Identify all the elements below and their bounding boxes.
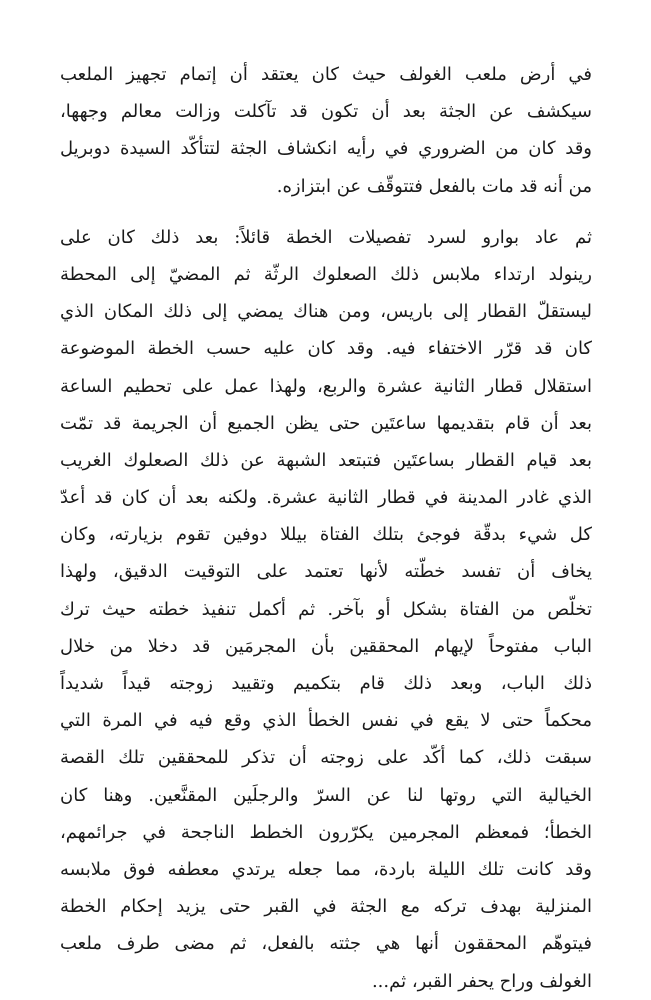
text-line: سبقت ذلك، كما أكّد على زوجته أن تذكر للمحققين تلك القصة — [60, 747, 592, 769]
text-line: كان قد قرّر الاختفاء فيه. وقد كان عليه حسب الخطة الموضوعة — [60, 338, 592, 360]
text-line: سيكشف عن الجثة بعد أن تكون قد تآكلت وزالت معالم وجهها، — [60, 101, 592, 123]
text-line: ثم عاد بوارو لسرد تفصيلات الخطة قائلاً: بعد ذلك كان على — [60, 226, 592, 248]
text-line: المنزلية بهدف تركه مع الجثة في القبر حتى يزيد إحكام الخطة — [60, 896, 592, 918]
text-line: في أرض ملعب الغولف حيث كان يعتقد أن إتمام تجهيز الملعب — [60, 64, 592, 85]
text-line: وقد كانت تلك الليلة باردة، مما جعله يرتدي معطفه فوق ملابسه — [60, 858, 592, 880]
text-line: كل شيء بدقّة فوجئ بتلك الفتاة بيللا دوفين تقوم بزيارته، وكان — [60, 524, 592, 546]
text-line: بعد قيام القطار بساعتَين فتبتعد الشبهة عن ذلك الصعلوك الغريب — [60, 449, 592, 471]
text-line: رينولد ارتداء ملابس ذلك الصعلوك الرثّة ثم المضيّ إلى المحطة — [60, 263, 592, 285]
text-line: يخاف أن تفسد خطّته لأنها تعتمد على التوقيت الدقيق، ولهذا — [60, 561, 592, 583]
text-line: ليستقلّ القطار إلى باريس، ومن هناك يمضي إلى ذلك المكان الذي — [60, 301, 592, 323]
text-line: محكماً حتى لا يقع في نفس الخطأ الذي وقع فيه في المرة التي — [60, 710, 592, 732]
text-line: الذي غادر المدينة في قطار الثانية عشرة. ولكنه بعد أن كان قد أعدّ — [60, 487, 592, 509]
paragraph-1 — [60, 56, 592, 205]
text-line: ذلك الباب، وبعد ذلك قام بتكميم وتقييد زوجته قيداً شديداً — [60, 673, 592, 694]
paragraph-2 — [60, 219, 592, 1000]
text-line: من أنه قد مات بالفعل فتتوقّف عن ابتزازه. — [276, 175, 592, 197]
text-line: بعد أن قام بتقديمها ساعتَين حتى يظن الجميع أن الجريمة قد تمّت — [60, 412, 592, 434]
text-line: الخيالية التي روتها لنا عن السرّ والرجلَين المقنَّعين. وهنا كان — [60, 784, 592, 806]
text-line: الغولف وراح يحفر القبر، ثم... — [371, 970, 592, 992]
text-line: وقد كان من الضروري في رأيه انكشاف الجثة لتتأكّد السيدة دوبريل — [60, 138, 592, 160]
text-line: استقلال قطار الثانية عشرة والربع، ولهذا عمل على تحطيم الساعة — [60, 375, 592, 397]
text-line: تخلّص من الفتاة بشكل أو بآخر. ثم أكمل تنفيذ خطته حيث ترك — [60, 598, 592, 620]
text-line: الباب مفتوحاً لإيهام المحققين بأن المجرمَين قد دخلا من خلال — [60, 635, 592, 657]
text-line: الخطأ؛ فمعظم المجرمين يكرّرون الخطط الناجحة في جرائمهم، — [60, 821, 592, 843]
text-line: فيتوهّم المحققون أنها هي جثته بالفعل، ثم مضى طرف ملعب — [60, 933, 592, 955]
book-page — [60, 56, 592, 1000]
